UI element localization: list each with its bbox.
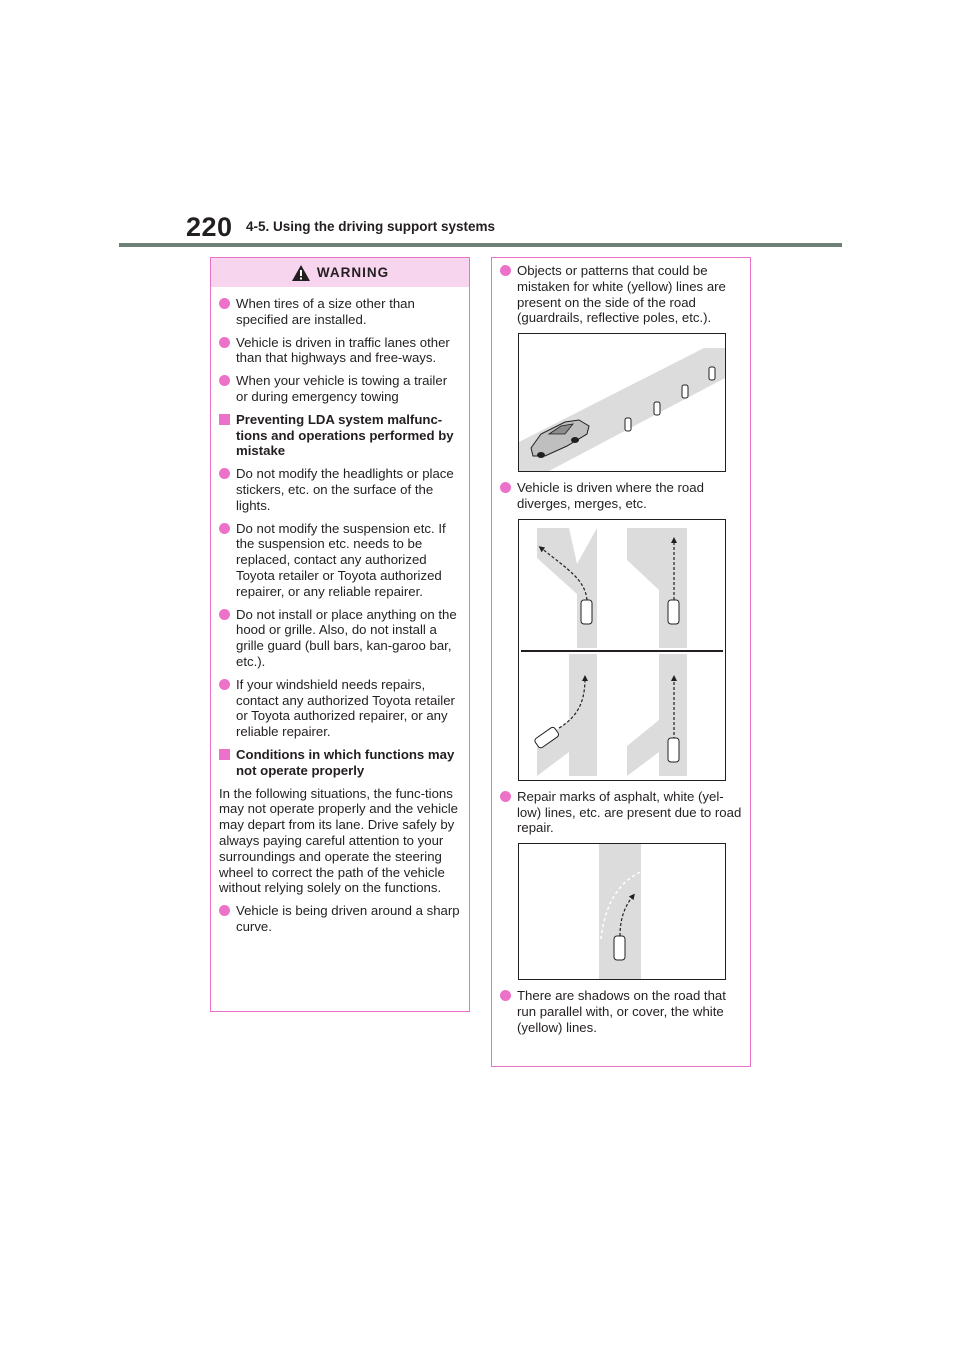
subheading: Preventing LDA system malfunc-tions and operations performed by mistake [219, 412, 461, 459]
car-icon [581, 600, 592, 624]
list-item: Vehicle is driven where the road diverges, merges, etc. [500, 480, 742, 512]
list-item: Do not modify the headlights or place stickers, etc. on the surface of the lights. [219, 466, 461, 513]
bullet-icon [219, 337, 230, 348]
list-item: When tires of a size other than specified are installed. [219, 296, 461, 328]
header-rule [119, 243, 842, 247]
bullet-icon [219, 523, 230, 534]
bullet-icon [500, 791, 511, 802]
figure-repair-marks [518, 843, 726, 980]
paragraph: In the following situations, the func-tions may not operate properly and the vehicle may depart from its lane. Drive safely by always paying careful attention to your surroundings and operate the steering wheel to correct the path of the vehicle without relying solely on the functions. [219, 785, 458, 896]
bullet-icon [219, 679, 230, 690]
list-item: Objects or patterns that could be mistaken for white (yellow) lines are present on the side of the road (guardrails, reflective poles, etc.). [500, 263, 742, 326]
bullet-icon [500, 482, 511, 493]
road-poles-illustration [519, 334, 725, 471]
figure-guardrail-poles [518, 333, 726, 472]
list-item: Do not install or place anything on the hood or grille. Also, do not install a grille guard (bull bars, kan-garoo bar, etc.). [219, 607, 461, 670]
conditions-box [491, 257, 751, 1067]
car-icon [668, 600, 679, 624]
warning-title: WARNING [316, 265, 390, 280]
list-item: Repair marks of asphalt, white (yel-low) lines, etc. are present due to road repair. [500, 789, 742, 836]
list-item: Vehicle is being driven around a sharp curve. [219, 903, 461, 935]
road-merge-left [537, 654, 597, 776]
car-icon [614, 936, 625, 960]
square-bullet-icon [219, 749, 230, 760]
warning-header [211, 258, 469, 287]
car-icon [668, 738, 679, 762]
bullet-icon [500, 990, 511, 1001]
square-bullet-icon [219, 414, 230, 425]
list-item: Vehicle is driven in traffic lanes other than that highways and free-ways. [219, 335, 461, 367]
repair-marks-illustration [519, 844, 725, 979]
bullet-icon [219, 375, 230, 386]
list-item: There are shadows on the road that run parallel with, or cover, the white (yellow) lines. [500, 988, 742, 1035]
page-number: 220 [186, 212, 233, 242]
warning-triangle-icon [291, 264, 311, 282]
bullet-icon [219, 905, 230, 916]
list-item: When your vehicle is towing a trailer or during emergency towing [219, 373, 461, 405]
list-item: If your windshield needs repairs, contact any authorized Toyota retailer or Toyota authorized repairer, or any reliable repairer. [219, 677, 461, 740]
bullet-icon [219, 609, 230, 620]
bullet-icon [219, 468, 230, 479]
diverge-merge-illustration [519, 520, 725, 780]
list-item: Do not modify the suspension etc. If the suspension etc. needs to be replaced, contact any authorized Toyota retailer or Toyota authorized repairer, or any reliable repairer. [219, 521, 461, 600]
section-title: 4-5. Using the driving support systems [246, 219, 496, 234]
bullet-icon [500, 265, 511, 276]
road-diverge-left [537, 528, 597, 648]
warning-box [210, 257, 470, 1012]
bullet-icon [219, 298, 230, 309]
subheading: Conditions in which functions may not operate properly [219, 747, 461, 779]
figure-diverge-merge [518, 519, 726, 781]
